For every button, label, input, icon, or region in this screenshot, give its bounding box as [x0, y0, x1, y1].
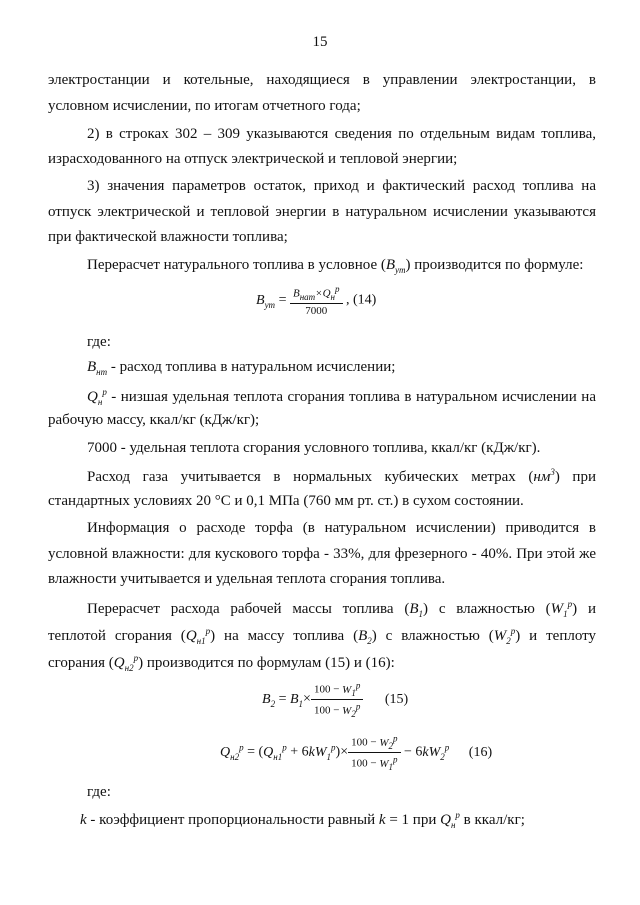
para6-line1: Информация о расходе торфа (в натуральном исчислении) приводится в [87, 520, 596, 536]
symbol-w2: $W_2^р$ [493, 626, 516, 646]
symbol-q-n1: $Q_{н1}^р$ [185, 626, 211, 646]
def2-text: - низшая удельная теплота сгорания топлива в натуральном исчислении на [106, 389, 596, 405]
formula-16: $Q_{н2}^р = (Q_{н1}^р + 6kW_1^р)\times$ $\frac{100 - W_2^р}{100 - W_1^р}$ − $6kW_2^р$ (16) [220, 733, 493, 772]
para7-part-a: Перерасчет расхода рабочей массы топлива ( [87, 601, 410, 617]
para5-line1 [87, 467, 596, 486]
def1-line [87, 359, 395, 377]
para5-line2: стандартных условиях 20 °C и 0,1 МПа (760 мм рт. ст.) в сухом состоянии. [48, 493, 524, 509]
para5-part-a: Расход газа учитывается в нормальных кубических метрах ( [87, 469, 534, 485]
symbol-nm3: $нм^3$ [533, 467, 555, 485]
formula-16-label: (16) [468, 744, 493, 760]
para7-part-d: теплотой сгорания ( [48, 628, 186, 644]
para6-line3: влажности учитывается и удельная теплота сгорания топлива. [48, 571, 446, 587]
para6-line2: условной влажности: для кускового торфа - 33%, для фрезерного - 40%. При этой же [48, 546, 596, 562]
para7-part-c: ) и [572, 601, 596, 617]
symbol-q-n-2: $Q_н^р$ [440, 810, 460, 830]
para7-line1 [87, 599, 596, 619]
def3-line: 7000 - удельная теплота сгорания условного топлива, ккал/кг (кДж/кг). [87, 440, 541, 456]
para2-line2: израсходованного на отпуск электрической и тепловой энергии; [48, 151, 458, 167]
formula-15-fraction: $\frac{100 - W_1^р}{100 - W_2^р}$ [311, 680, 363, 719]
para3-line3: при фактической влажности топлива; [48, 229, 288, 245]
para7-line2 [48, 626, 596, 646]
symbol-b-ut: $B_{ут}$ [385, 257, 406, 275]
formula-16-fraction: $\frac{100 - W_2^р}{100 - W_1^р}$ [348, 733, 400, 772]
para4-before: Перерасчет натурального топлива в условное ( [87, 257, 386, 273]
para1-line2: условном исчислении, по итогам отчетного года; [48, 98, 361, 114]
para3-line2: отпуск электрической и тепловой энергии в натуральном исчислении указываются [48, 204, 596, 220]
formula-15: $B_2 = B_1\times$ $\frac{100 - W_1^р}{100 - W_2^р}$ (15) [262, 680, 409, 719]
para7-part-h: сгорания ( [48, 655, 114, 671]
para1-line1: электростанции и котельные, находящиеся в управлении электростанции, в [48, 72, 596, 88]
para4-line1 [87, 257, 583, 275]
symbol-k-2: k [378, 812, 386, 828]
formula-14-fraction: $\frac{B_{нат}\times Q_н^р}{7000}$ [290, 284, 343, 317]
formula-14-denominator: 7000 [305, 304, 328, 317]
def1-text: - расход топлива в натуральном исчислении; [107, 359, 396, 375]
formula-15-label: (15) [384, 691, 409, 707]
symbol-q-n2: $Q_{н2}^р$ [113, 653, 139, 673]
para7-part-f: ) с влажностью ( [371, 628, 494, 644]
def2-line1 [87, 387, 596, 407]
para4-after: ) производится по формуле: [405, 257, 584, 273]
para7-part-e: ) на массу топлива ( [210, 628, 359, 644]
def4-part-a: - коэффициент пропорциональности равный [86, 812, 379, 828]
para5-part-b: ) при [554, 469, 596, 485]
formula-14: $B_{ут}$ = $\frac{B_{нат}\times Q_н^р}{7000}$ , (14) [256, 284, 377, 317]
def4-part-b: = 1 при [385, 812, 441, 828]
para7-part-b: ) с влажностью ( [423, 601, 551, 617]
symbol-k: k [80, 812, 87, 828]
para2-line1: 2) в строках 302 – 309 указываются сведения по отдельным видам топлива, [87, 126, 596, 142]
formula-14-label: , (14) [346, 292, 377, 308]
symbol-w1: $W_1^р$ [550, 599, 573, 619]
def4-line [80, 810, 525, 830]
where-label-2: где: [87, 784, 111, 800]
para7-part-g: ) и теплоту [515, 628, 596, 644]
symbol-b-nat: $B_{нт}$ [87, 359, 108, 377]
para7-line3 [48, 653, 395, 673]
where-label-1: где: [87, 334, 111, 350]
def4-part-c: в ккал/кг; [459, 812, 525, 828]
page-number: 15 [312, 34, 328, 50]
symbol-q-n: $Q_н^р$ [87, 387, 107, 407]
para3-line1: 3) значения параметров остаток, приход и фактический расход топлива на [87, 178, 596, 194]
def2-line2: рабочую массу, ккал/кг (кДж/кг); [48, 412, 260, 428]
symbol-b2: $B_2$ [358, 628, 372, 646]
symbol-b1: $B_1$ [409, 601, 424, 619]
para7-part-i: ) производится по формулам (15) и (16): [138, 655, 395, 671]
